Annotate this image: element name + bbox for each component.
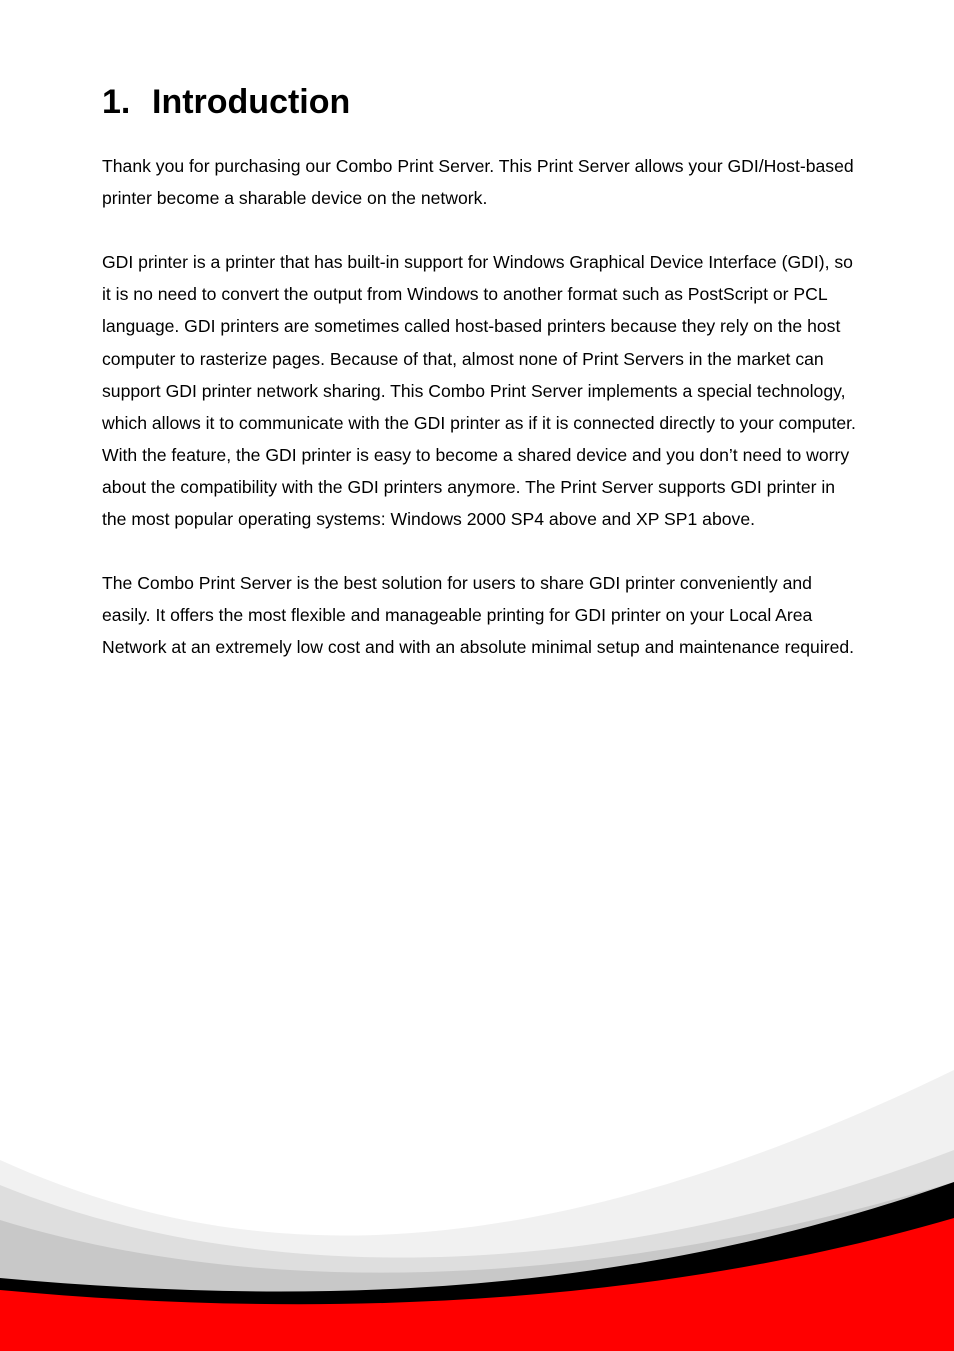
- page-content: [102, 80, 862, 696]
- section-heading: [102, 80, 862, 124]
- section-number: 1.: [102, 83, 131, 121]
- intro-paragraph-3: The Combo Print Server is the best solution for users to share GDI printer conveniently and easily. It offers the most flexible and manageable printing for GDI printer on your Local Area Network at an extremely low cost and with an absolute minimal setup and maintenance required.: [102, 573, 855, 658]
- footer-wave-decoration: [0, 1040, 954, 1351]
- intro-paragraph-2: GDI printer is a printer that has built-in support for Windows Graphical Device Interface (GDI), so it is no need to convert the output from Windows to another format such as PostScript or PCL language. GDI printers are sometimes called host-based printers because they rely on the host computer to rasterize pages. Because of that, almost none of Print Servers in the market can support GDI printer network sharing. This Combo Print Server implements a special technology, which allows it to communicate with the GDI printer as if it is connected directly to your computer. With the feature, the GDI printer is easy to become a shared device and you don’t need to worry about the compatibility with the GDI printers anymore. The Print Server supports GDI printer in the most popular operating systems: Windows 2000 SP4 above and XP SP1 above.: [102, 252, 856, 530]
- section-title: Introduction: [152, 83, 351, 121]
- intro-paragraph-1: Thank you for purchasing our Combo Print Server. This Print Server allows your GDI/Host-based printer become a sharable device on the network.: [102, 156, 854, 209]
